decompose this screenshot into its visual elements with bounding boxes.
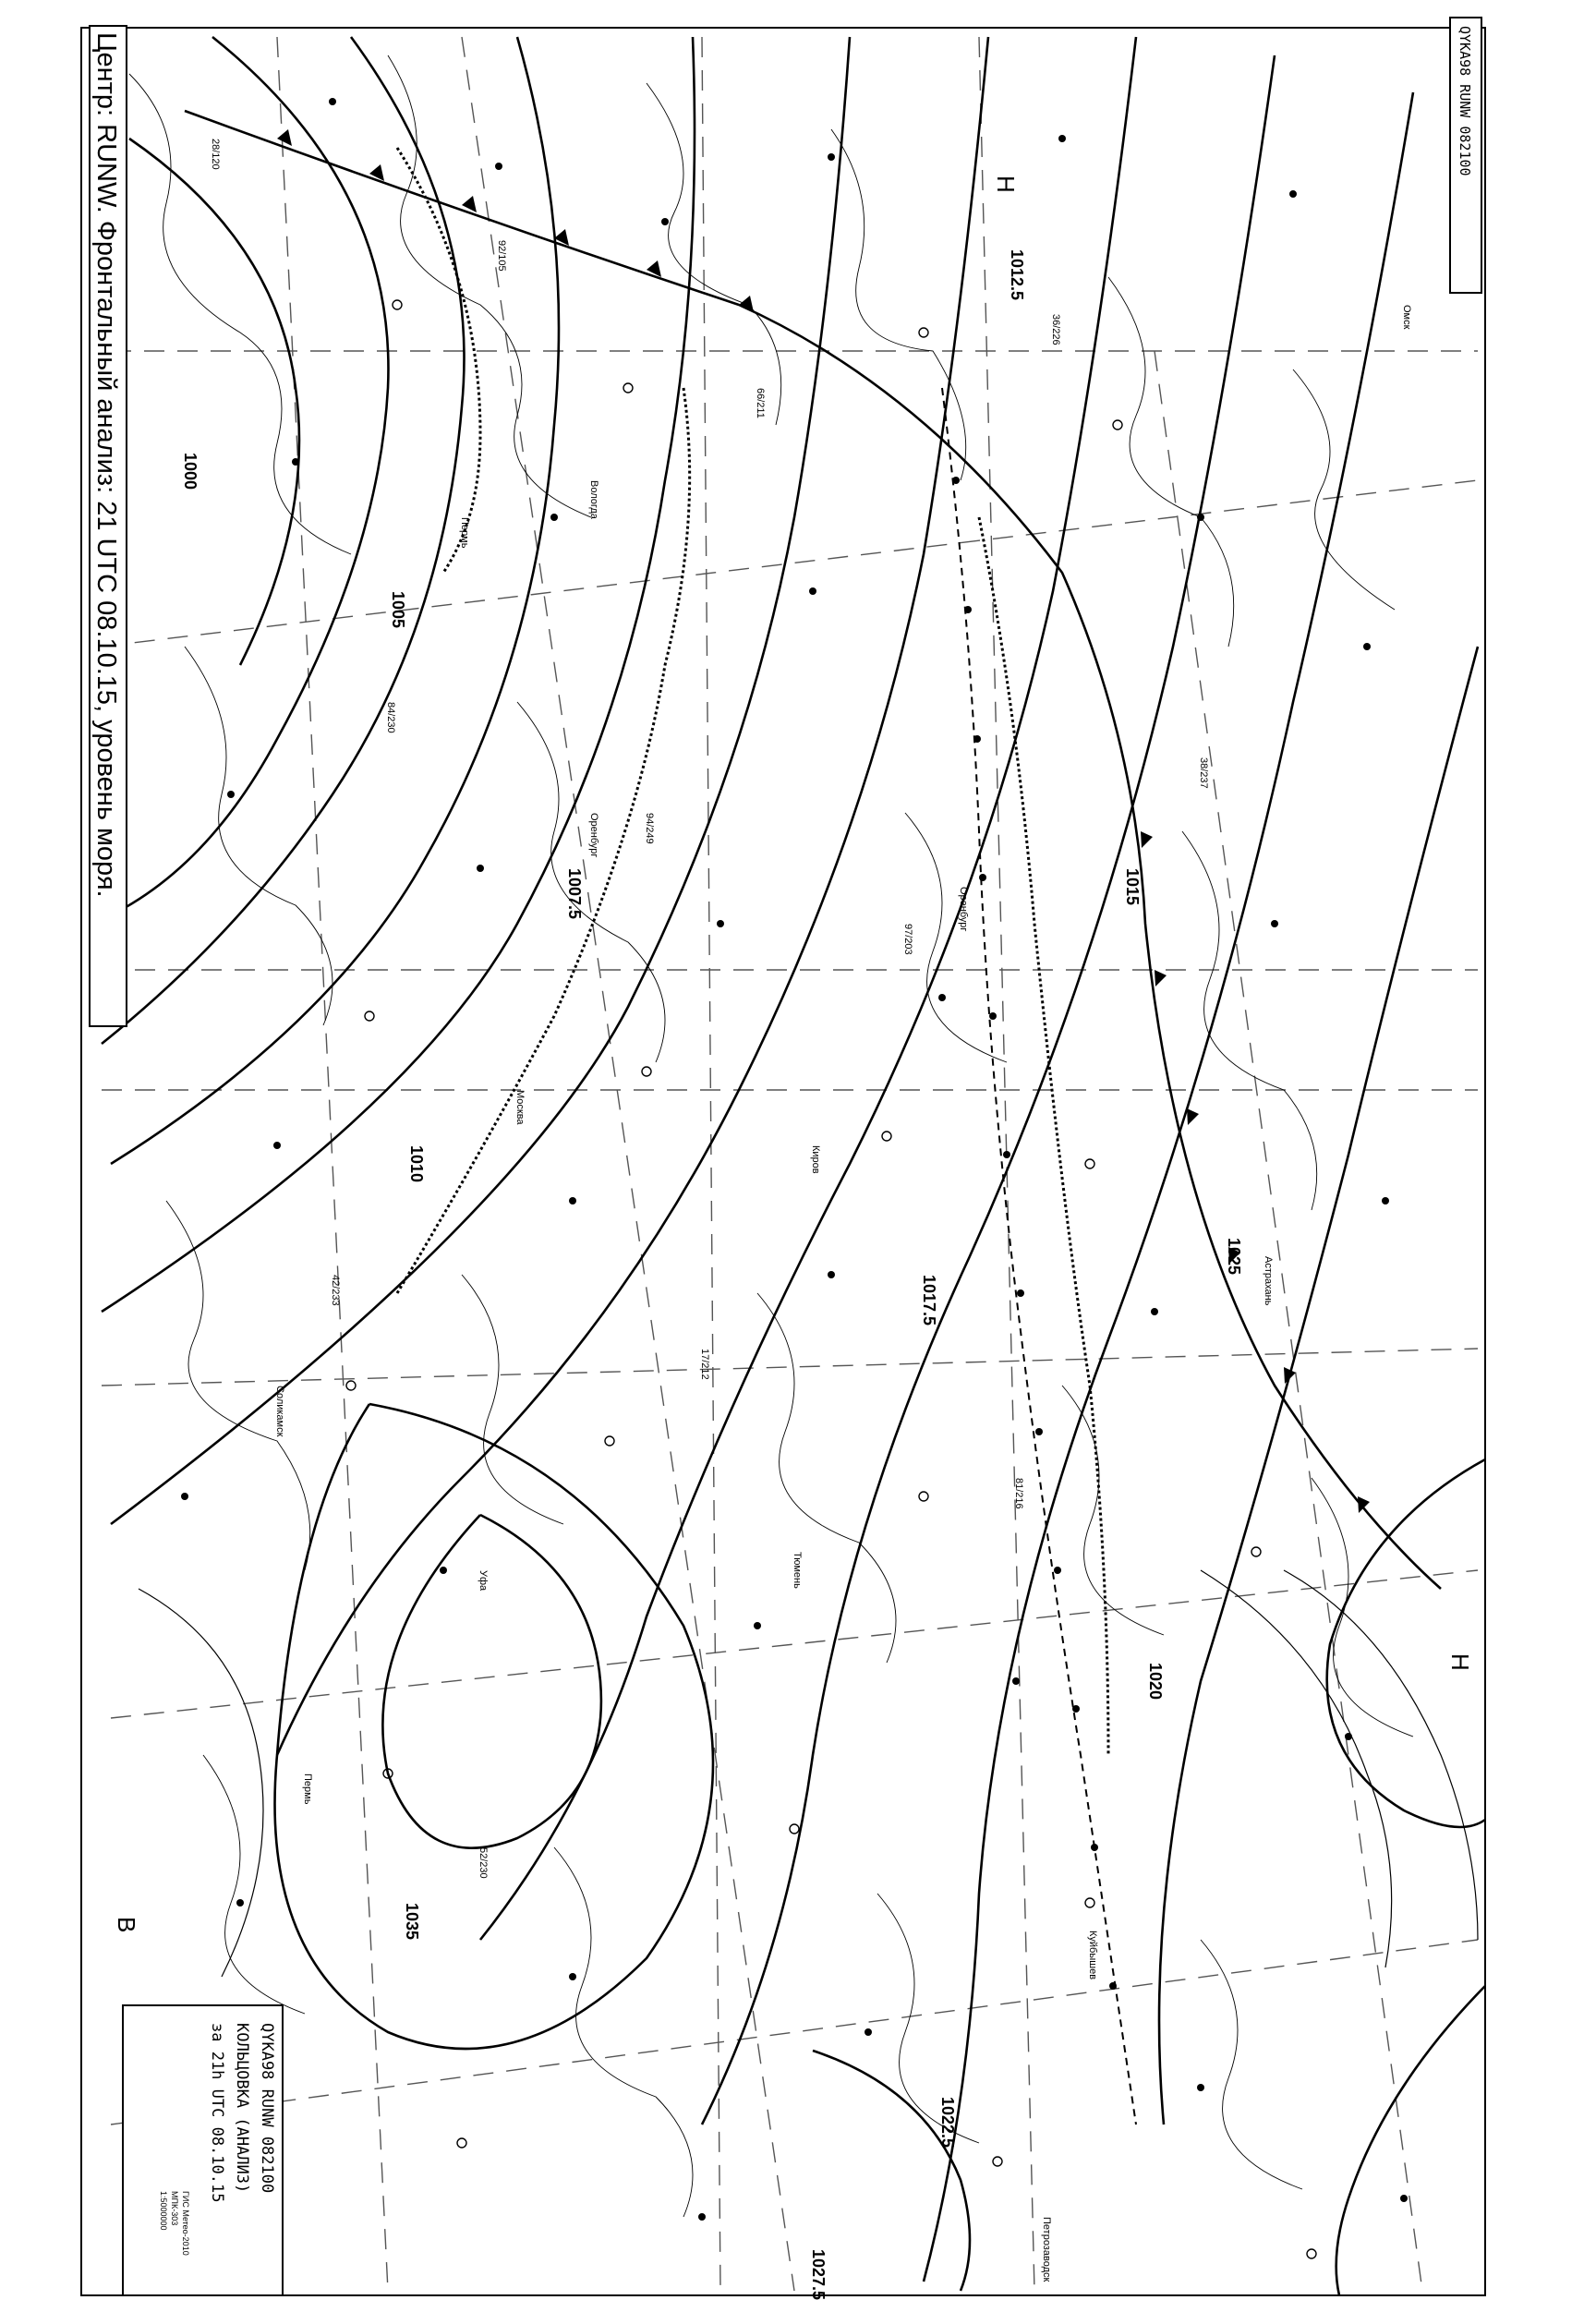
high-center-symbol: В	[113, 1917, 140, 1933]
station-figure: 92/105	[496, 240, 507, 272]
station-figure: 81/216	[1013, 1478, 1024, 1509]
isobar-label: 1025	[1225, 1238, 1243, 1276]
isobar-label: 1017.5	[920, 1275, 938, 1326]
station-figure: 42/233	[330, 1275, 341, 1306]
low-center-symbol: Н	[992, 176, 1020, 193]
station-figure: 38/237	[1198, 757, 1209, 789]
stamp-code: QYKA98 RUNW 082100	[258, 2023, 276, 2194]
isobar-label: 1022.5	[938, 2097, 957, 2149]
place-name: Оренбург	[958, 887, 969, 932]
isobar-label: 1005	[389, 591, 407, 629]
low-center-symbol: Н	[1446, 1653, 1474, 1671]
isobar-label: 1010	[407, 1145, 426, 1183]
map-stamp	[122, 2004, 284, 2296]
isobar-label: 1012.5	[1008, 249, 1026, 301]
place-name: Киров	[810, 1145, 821, 1174]
place-name: Пермь	[302, 1773, 313, 1805]
place-name: Тюмень	[792, 1552, 803, 1589]
stamp-system: ГИС Метео-2010	[181, 2191, 190, 2256]
place-name: Вологда	[588, 480, 599, 519]
place-name: Омск	[1401, 305, 1412, 330]
map-title: Центр: RUNW. Фронтальный анализ: 21 UTC 08.10.15, уровень моря.	[89, 25, 127, 1027]
isobar-label: 1020	[1146, 1663, 1165, 1701]
station-figure: 52/230	[478, 1847, 489, 1879]
header-code: QYKA98 RUNW 082100	[1449, 17, 1482, 294]
station-figure: 94/249	[644, 813, 655, 844]
place-name: Петрозаводск	[1041, 2217, 1052, 2282]
isobar-label: 1000	[181, 453, 200, 490]
place-name: Пермь	[459, 517, 470, 549]
isobar-label: 1015	[1123, 868, 1142, 906]
station-figure: 28/120	[210, 139, 221, 170]
station-figure: 97/203	[902, 924, 913, 955]
place-name: Соликамск	[274, 1386, 285, 1437]
isobar-label: 1027.5	[809, 2249, 828, 2300]
stamp-station: МПК-303	[170, 2191, 179, 2226]
station-figure: 36/226	[1050, 314, 1061, 345]
station-figure: 84/230	[385, 702, 396, 733]
stamp-time: за 21h UTC 08.10.15	[208, 2023, 226, 2203]
station-figure: 17/212	[699, 1349, 710, 1380]
place-name: Москва	[514, 1090, 526, 1125]
place-name: Уфа	[478, 1570, 489, 1592]
place-name: Оренбург	[588, 813, 599, 858]
place-name: Астрахань	[1263, 1256, 1274, 1306]
stamp-scale: 1:5000000	[159, 2191, 168, 2231]
station-figure: 66/211	[755, 388, 766, 418]
stamp-product: КОЛЬЦОВКА (АНАЛИЗ)	[233, 2023, 251, 2194]
isobar-label: 1035	[403, 1903, 421, 1941]
isobar-label: 1007.5	[565, 868, 584, 920]
place-name: Куйбышев	[1087, 1931, 1098, 1980]
